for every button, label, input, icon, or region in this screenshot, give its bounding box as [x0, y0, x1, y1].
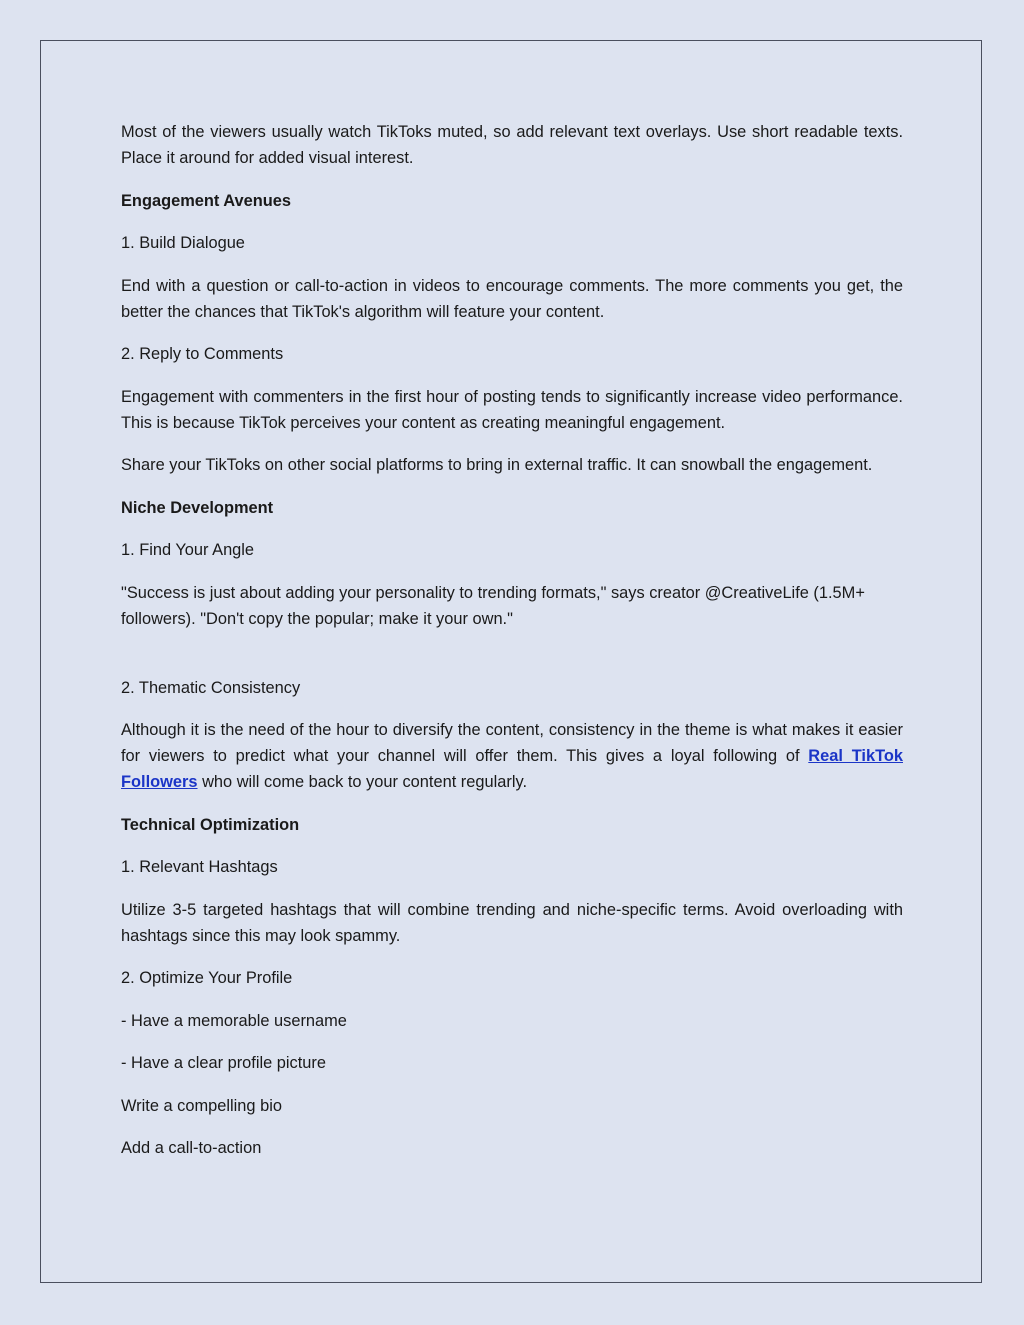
list-item-profile-picture: - Have a clear profile picture [121, 1054, 326, 1072]
section-heading-technical: Technical Optimization [121, 815, 300, 834]
list-item-username: - Have a memorable username [121, 1011, 347, 1030]
subheading-optimize-profile: 2. Optimize Your Profile [121, 969, 293, 987]
subheading-build-dialogue: 1. Build Dialogue [121, 234, 245, 252]
section-heading-engagement: Engagement Avenues [121, 191, 292, 210]
paragraph-share: Share your TikToks on other social platforms to bring in external traffic. It can snowball the engagement. [121, 456, 873, 474]
subheading-reply-comments: 2. Reply to Comments [121, 345, 284, 363]
document-body [121, 119, 903, 1178]
list-item-call-to-action: Add a call-to-action [121, 1139, 262, 1157]
paragraph-reply-comments: Engagement with commenters in the first hour of posting tends to significantly increase video performance. This is because TikTok perceives your content as creating meaningful engagement. [121, 387, 903, 432]
paragraph-find-angle: "Success is just about adding your personality to trending formats," says creator @CreativeLife (1.5M+ followers). "Don't copy the popular; make it your own." [121, 583, 865, 628]
paragraph-text-overlays: Most of the viewers usually watch TikToks muted, so add relevant text overlays. Use short readable texts. Place it around for added visual interest. [121, 123, 903, 167]
real-tiktok-followers-link[interactable]: Real TikTok Followers [121, 747, 903, 791]
subheading-relevant-hashtags: 1. Relevant Hashtags [121, 858, 278, 876]
paragraph-thematic-consistency [121, 717, 903, 795]
paragraph-hashtags: Utilize 3-5 targeted hashtags that will combine trending and niche-specific terms. Avoid overloading with hashtags since this may look spammy. [121, 900, 903, 945]
paragraph-build-dialogue: End with a question or call-to-action in videos to encourage comments. The more comments you get, the better the chances that TikTok's algorithm will feature your content. [121, 276, 903, 321]
paragraph-thematic-text-end: who will come back to your content regularly. [197, 773, 527, 791]
list-item-bio: Write a compelling bio [121, 1096, 282, 1115]
subheading-thematic-consistency: 2. Thematic Consistency [121, 678, 301, 697]
subheading-find-angle: 1. Find Your Angle [121, 541, 255, 559]
section-heading-niche: Niche Development [121, 498, 274, 517]
paragraph-thematic-text-start: Although it is the need of the hour to diversify the content, consistency in the theme is what makes it easier for viewers to predict what your channel will offer them. This gives a loyal following of [121, 721, 903, 765]
